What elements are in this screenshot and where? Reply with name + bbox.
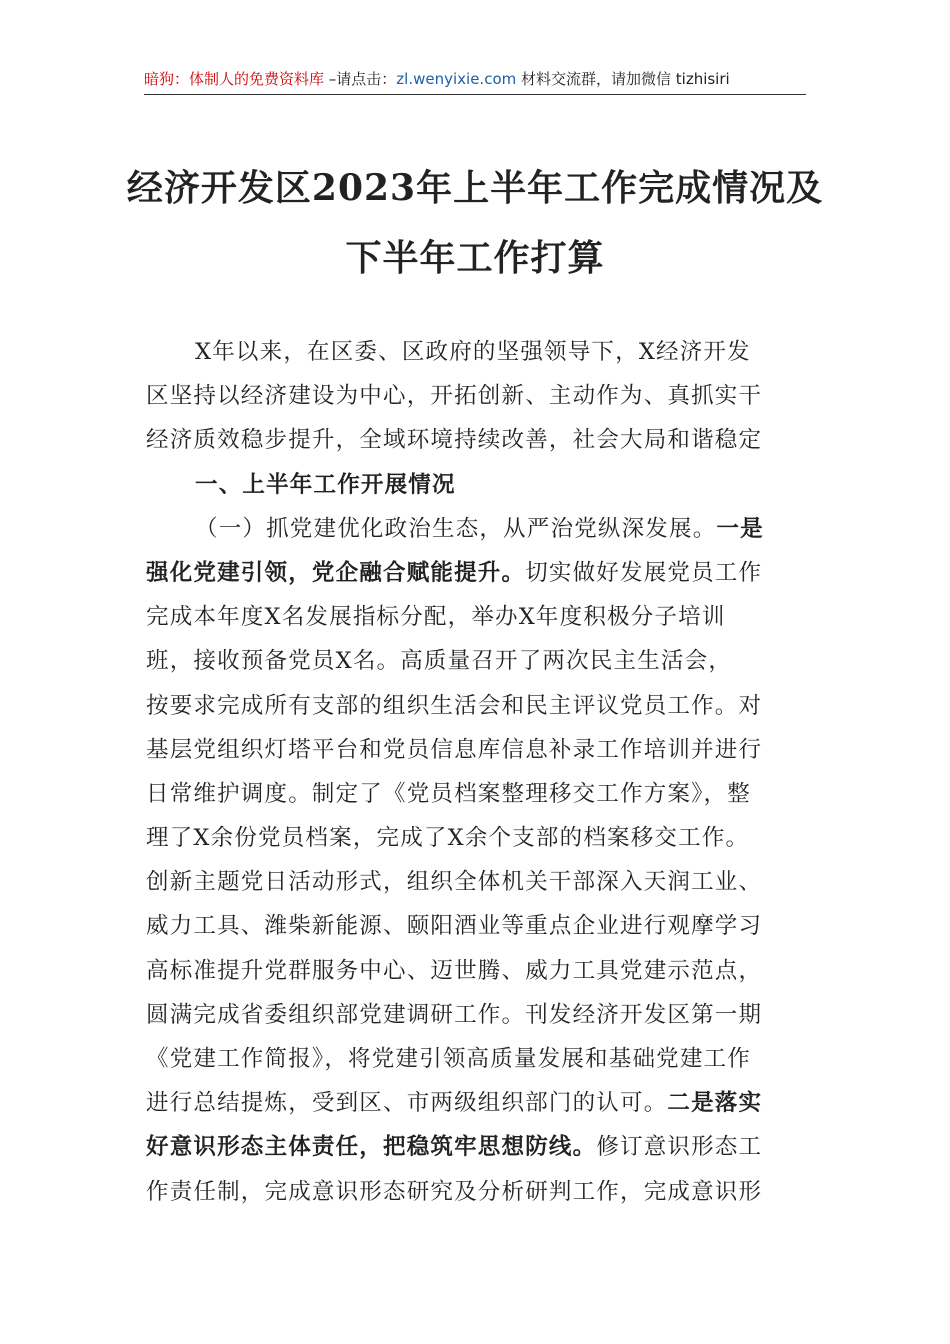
para-line-7: 日常维护调度。制定了《党员档案整理移交工作方案》，整 — [146, 780, 751, 807]
para-line-15 — [146, 1125, 810, 1169]
intro-line-2: 区坚持以经济建设为中心，开拓创新、主动作为、真抓实干 — [146, 383, 763, 410]
para-line-4: 班，接收预备党员X名。高质量召开了两次民主生活会， — [146, 648, 733, 675]
para-line-10: 威力工具、潍柴新能源、颐阳酒业等重点企业进行观摩学习 — [146, 913, 763, 940]
point-2-label: 二是落实 — [667, 1090, 763, 1117]
para-line-11: 高标准提升党群服务中心、迈世腾、威力工具党建示范点， — [146, 957, 763, 984]
para-line-8: 理了X余份党员档案，完成了X余个支部的档案移交工作。 — [146, 825, 750, 852]
para-line-6: 基层党组织灯塔平台和党员信息库信息补录工作培训并进行 — [146, 736, 763, 763]
para-line-14 — [146, 1081, 810, 1125]
para-line-12: 圆满完成省委组织部党建调研工作。刊发经济开发区第一期 — [146, 1001, 763, 1028]
para-line-16: 作责任制，完成意识形态研究及分析研判工作，完成意识形 — [146, 1178, 763, 1205]
para-text: 修订意识形态工 — [596, 1134, 763, 1161]
header-brand: 暗狗：体制人的免费资料库 — [144, 70, 325, 88]
para-line-5: 按要求完成所有支部的组织生活会和民主评议党员工作。对 — [146, 692, 763, 719]
header-contact: 材料交流群，请加微信 tizhisiri — [516, 70, 730, 88]
document-title-line-2: 下半年工作打算 — [345, 237, 605, 279]
para-text: 切实做好发展党员工作 — [525, 559, 763, 586]
subsection-heading: （一）抓党建优化政治生态，从严治党纵深发展。 — [195, 515, 717, 542]
header-click-prefix: –请点击： — [324, 70, 397, 88]
para-line-13: 《党建工作简报》，将党建引领高质量发展和基础党建工作 — [146, 1046, 751, 1072]
para-text: 进行总结提炼，受到区、市两级组织部门的认可。 — [146, 1090, 668, 1117]
point-1-label: 一是 — [716, 515, 764, 542]
para-line-9: 创新主题党日活动形式，组织全体机关干部深入天润工业、 — [146, 869, 763, 896]
para-line-1 — [146, 507, 810, 551]
para-line-2 — [146, 551, 810, 595]
point-1-title: 强化党建引领，党企融合赋能提升。 — [146, 559, 526, 586]
point-2-title: 好意识形态主体责任，把稳筑牢思想防线。 — [146, 1134, 597, 1161]
header-url-link[interactable]: zl.wenyixie.com — [396, 70, 517, 88]
document-title-line-1: 经济开发区2023年上半年工作完成情况及 — [126, 167, 824, 209]
intro-line-1: X年以来，在区委、区政府的坚强领导下，X经济开发 — [195, 339, 751, 365]
intro-line-3: 经济质效稳步提升，全域环境持续改善，社会大局和谐稳定 — [146, 427, 763, 454]
para-line-3: 完成本年度X名发展指标分配，举办X年度积极分子培训 — [146, 604, 726, 631]
section-heading: 一、上半年工作开展情况 — [195, 471, 456, 498]
page-header — [144, 64, 806, 95]
document-body — [146, 330, 810, 1214]
